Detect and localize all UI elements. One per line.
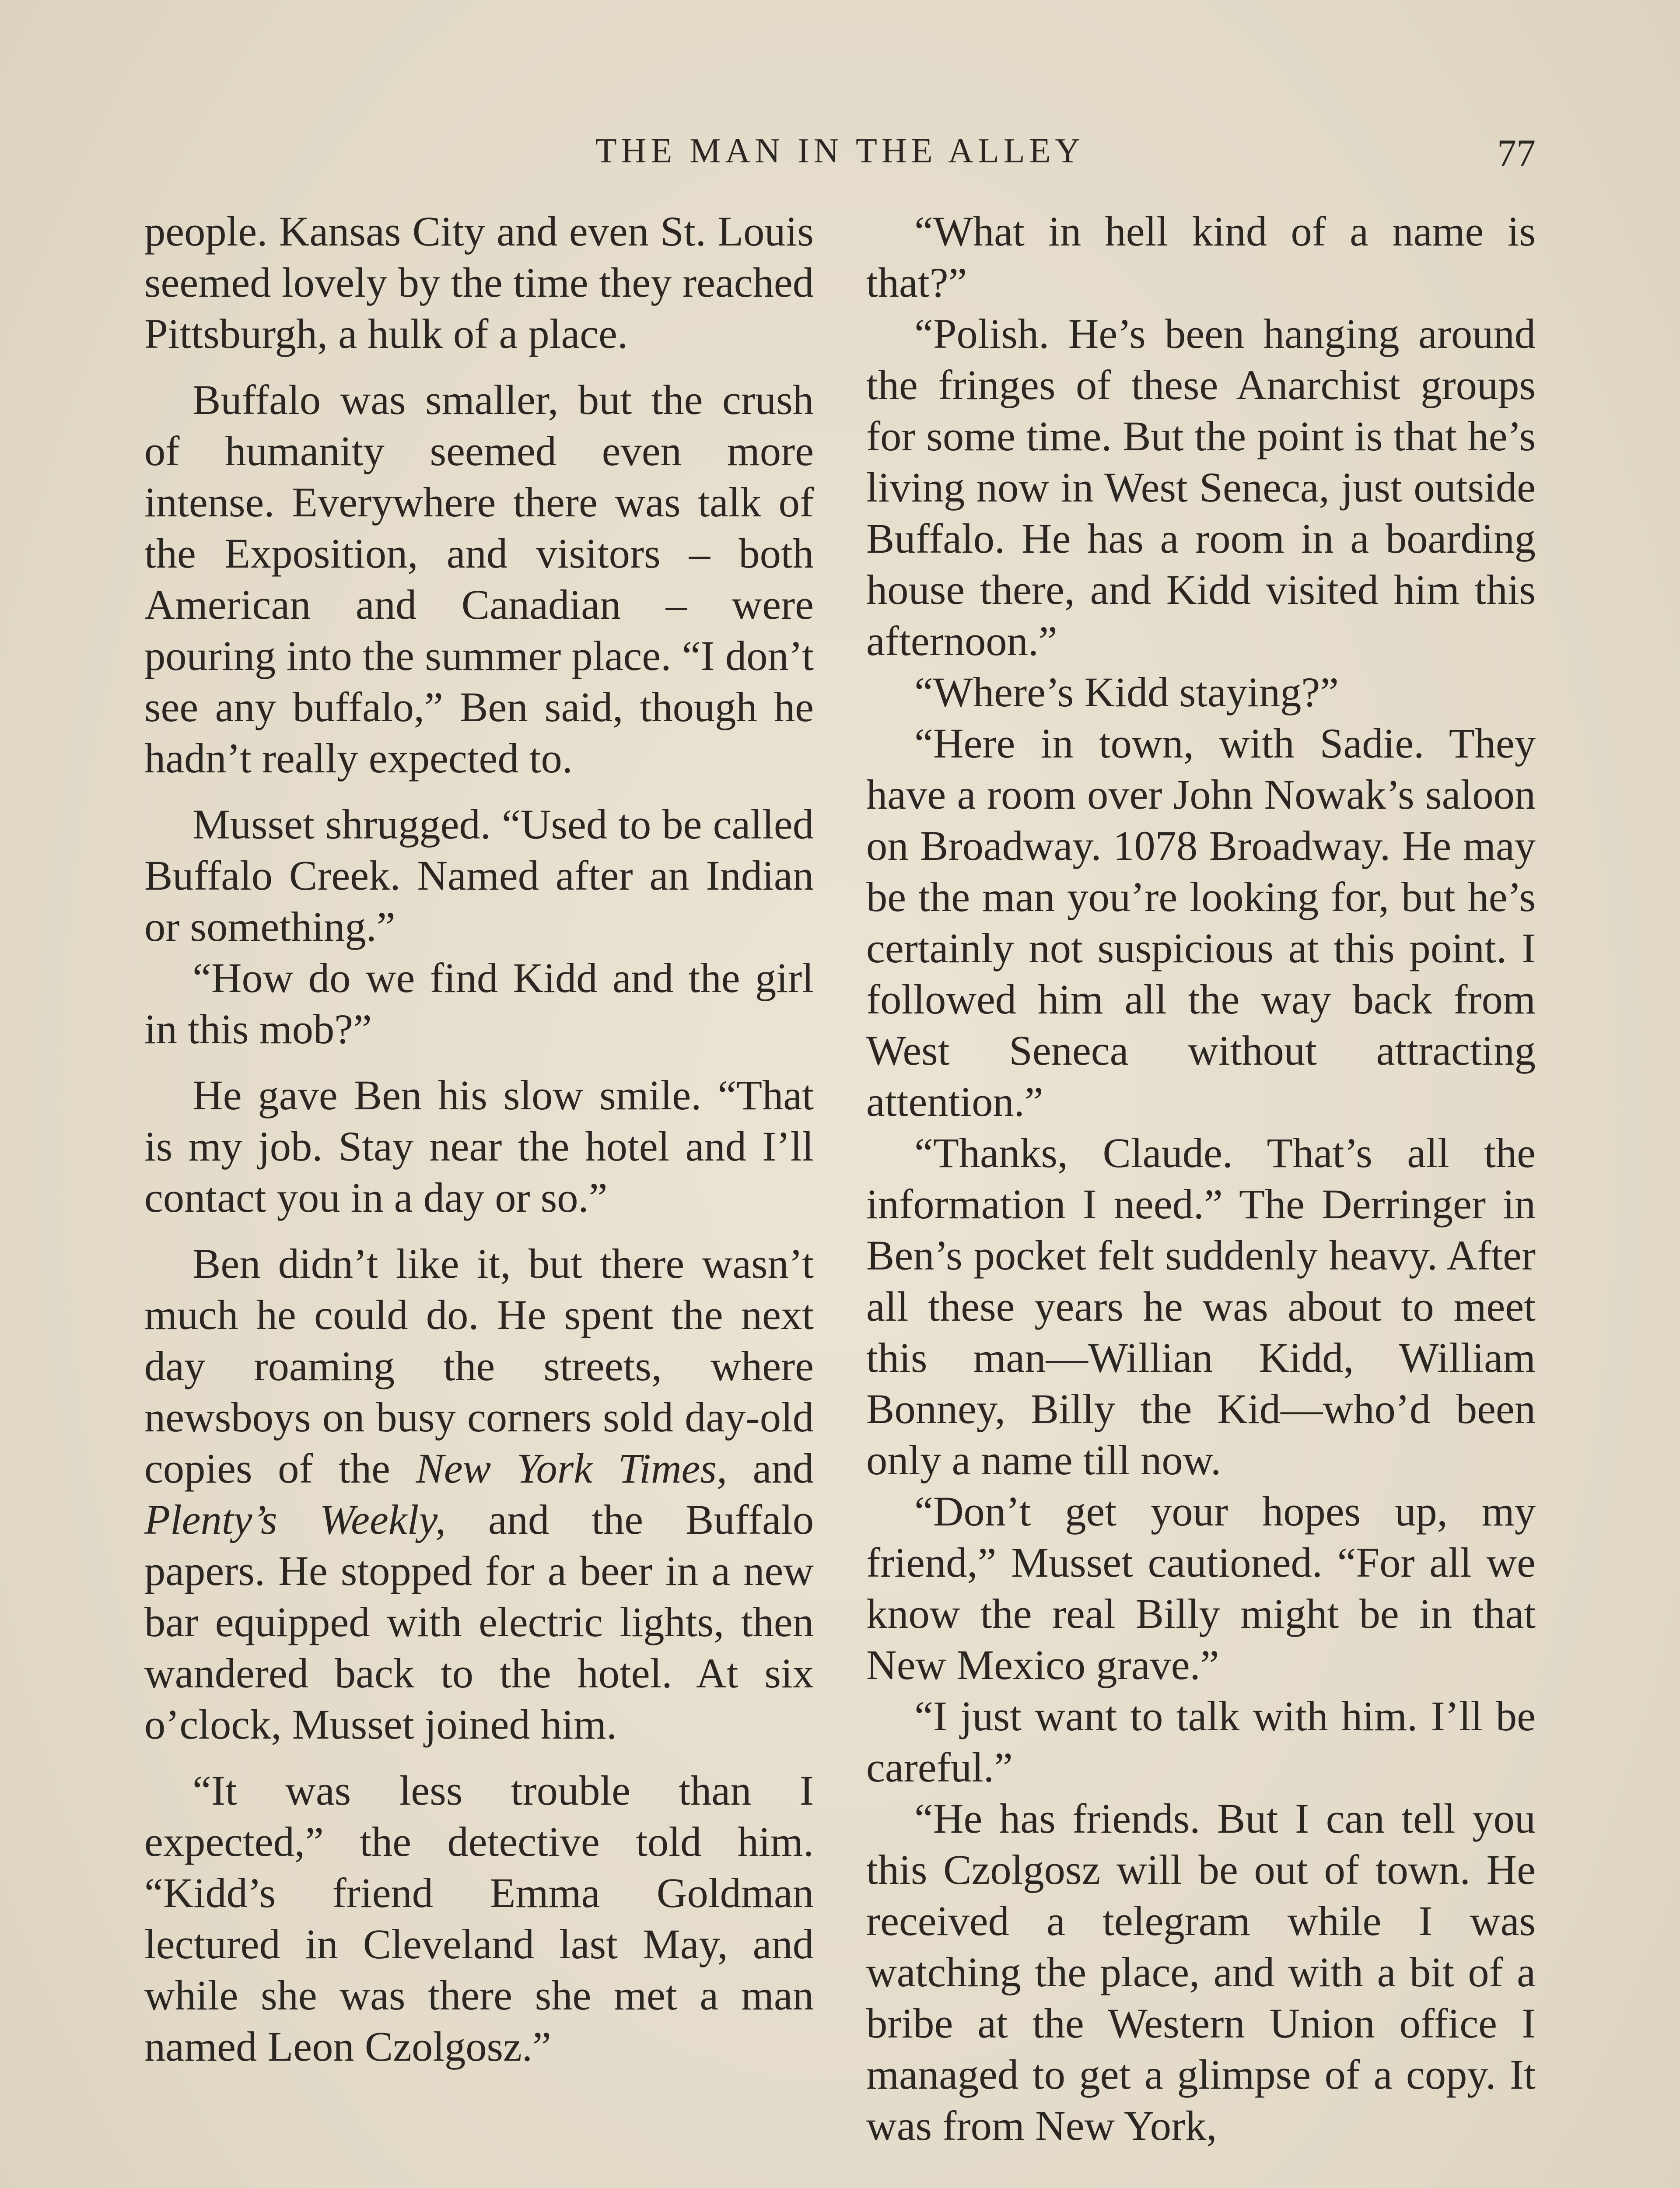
paragraph-text: Ben didn’t like it, but there wasn’t much he could do. He spent the next day roaming the streets, where newsboys on busy corners sold day-old copies of the (144, 1240, 814, 1492)
right-text-column (866, 206, 1536, 2151)
running-title: THE MAN IN THE ALLEY (595, 132, 1085, 170)
italic-title: Plenty’s Weekly, (144, 1496, 446, 1543)
paragraph: “It was less trouble than I expected,” the detective told him. “Kidd’s friend Emma Goldman lectured in Cleveland last May, and while she was there she met a man named Leon Czolgosz.” (144, 1767, 814, 2070)
paragraph: Musset shrugged. “Used to be called Buffalo Creek. Named after an Indian or something.” (144, 801, 814, 950)
left-text-column (144, 206, 814, 2072)
paragraph: Buffalo was smaller, but the crush of humanity seemed even more intense. Everywhere there was talk of the Exposition, and visitors – both American and Canadian – were pouring into the summer place. “I don’t see any buffalo,” Ben said, though he hadn’t really expected to. (144, 376, 814, 782)
paragraph: “Where’s Kidd staying?” (914, 669, 1339, 715)
paragraph: people. Kansas City and even St. Louis seemed lovely by the time they reached Pittsburgh, a hulk of a place. (144, 208, 814, 357)
paragraph-text: and the Buffalo papers. He stopped for a beer in a new bar equipped with electric lights, then wandered back to the hotel. At six o’clock, Musset joined him. (144, 1496, 814, 1748)
paragraph: “Polish. He’s been hanging around the fringes of these Anarchist groups for some time. But the point is that he’s living now in West Seneca, just outside Buffalo. He has a room in a boarding house there, and Kidd visited him this afternoon.” (866, 310, 1536, 664)
paragraph: He gave Ben his slow smile. “That is my job. Stay near the hotel and I’ll contact you in a day or so.” (144, 1072, 814, 1221)
paragraph: “He has friends. But I can tell you this Czolgosz will be out of town. He received a telegram while I was watching the place, and with a bit of a bribe at the Western Union office I managed to get a glimpse of a copy. It was from New York, (866, 1795, 1536, 2149)
paragraph: “Thanks, Claude. That’s all the information I need.” The Derringer in Ben’s pocket felt suddenly heavy. After all these years he was about to meet this man—Willian Kidd, William Bonney, Billy the Kid—who’d been only a name till now. (866, 1129, 1536, 1483)
paragraph (144, 1238, 814, 1750)
paragraph: “How do we find Kidd and the girl in this mob?” (144, 954, 814, 1052)
paragraph-text: and (727, 1445, 814, 1492)
paragraph: “Here in town, with Sadie. They have a room over John Nowak’s saloon on Broadway. 1078 Broadway. He may be the man you’re looking for, but he’s certainly not suspicious at this point. I followed him all the way back from West Seneca without attracting attention.” (866, 720, 1536, 1125)
paragraph: “I just want to talk with him. I’ll be careful.” (866, 1693, 1536, 1791)
paragraph: “Don’t get your hopes up, my friend,” Musset cautioned. “For all we know the real Billy might be in that New Mexico grave.” (866, 1488, 1536, 1688)
paragraph: “What in hell kind of a name is that?” (866, 208, 1536, 306)
page-number: 77 (1497, 132, 1536, 175)
italic-title: New York Times, (416, 1445, 728, 1492)
running-header (144, 131, 1536, 184)
